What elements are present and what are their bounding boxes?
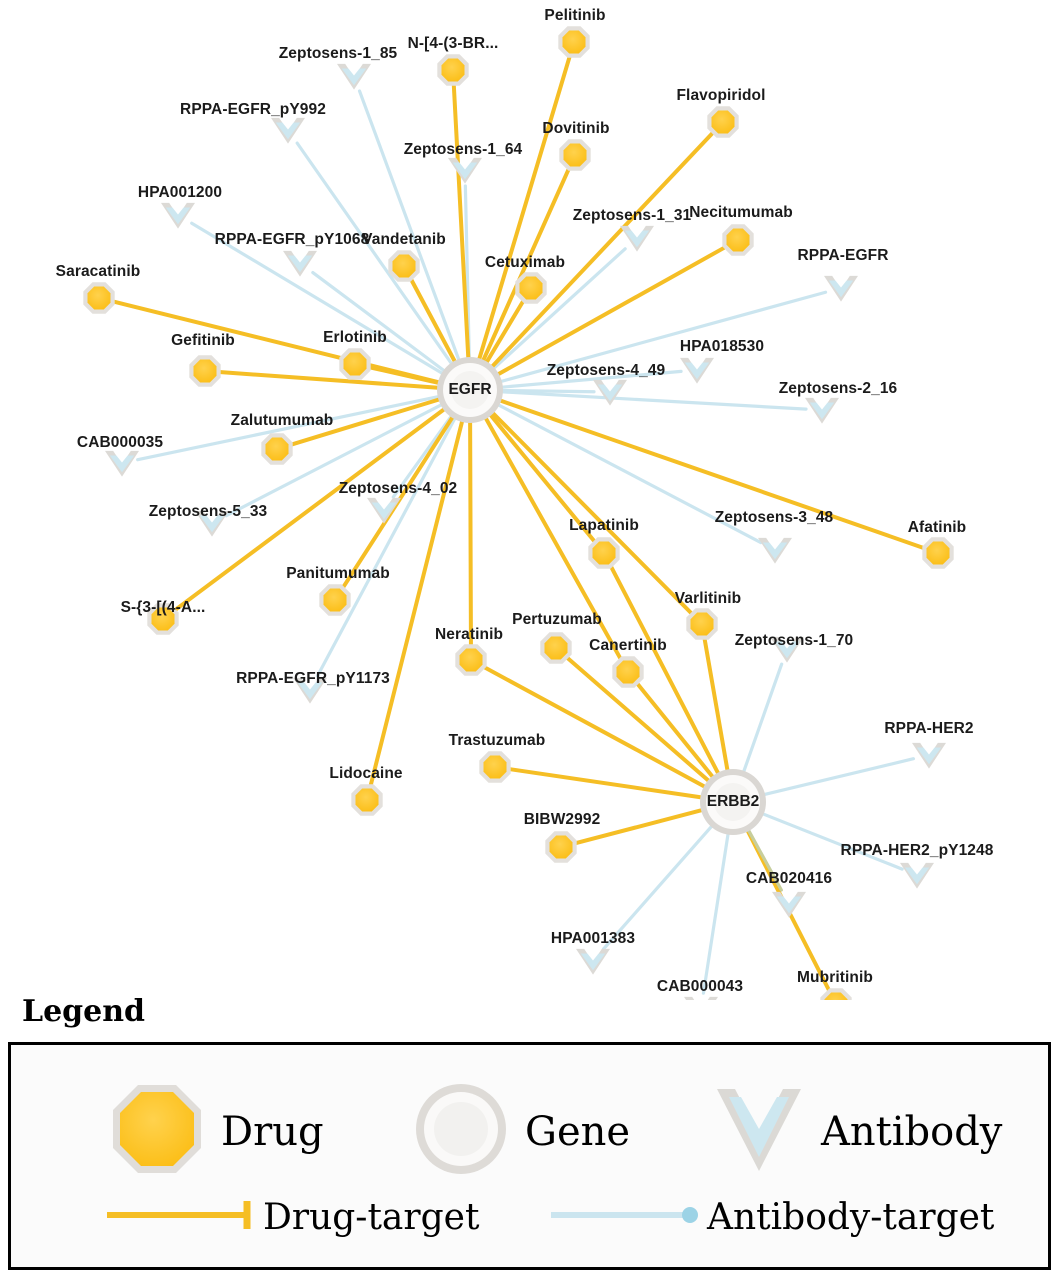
chevron-down-icon — [711, 1079, 807, 1184]
antibody-node[interactable] — [576, 949, 610, 975]
edge — [393, 416, 451, 497]
drug-label: Canertinib — [589, 637, 667, 654]
edge — [371, 368, 439, 383]
drug-label: Trastuzumab — [448, 732, 546, 749]
antibody-label: Zeptosens-1_31 — [572, 207, 692, 224]
antibody-node[interactable] — [195, 511, 229, 537]
legend-item-drug — [107, 1079, 324, 1184]
legend-item-gene — [411, 1079, 630, 1184]
legend-item-antibody-target — [551, 1195, 994, 1240]
antibody-label: HPA001200 — [137, 184, 223, 201]
drug-label: Zalutumumab — [230, 412, 334, 429]
drug-label: Lapatinib — [569, 517, 639, 534]
antibody-node[interactable] — [448, 158, 482, 184]
drug-node[interactable] — [588, 537, 619, 568]
drug-node[interactable] — [612, 656, 643, 687]
gene-label-erbb2: ERBB2 — [706, 793, 760, 810]
antibody-label: HPA001383 — [550, 930, 636, 947]
antibody-label: Zeptosens-4_49 — [546, 362, 666, 379]
drug-node[interactable] — [319, 584, 350, 615]
antibody-node[interactable] — [593, 380, 627, 406]
edge — [744, 664, 782, 772]
drug-target-edge-icon — [107, 1195, 257, 1240]
edge — [493, 413, 691, 613]
antibody-node[interactable] — [900, 863, 934, 889]
antibody-label: Zeptosens-3_48 — [714, 509, 834, 526]
edge — [764, 759, 913, 795]
antibody-label: Zeptosens-1_64 — [403, 141, 523, 158]
drug-label: Afatinib — [907, 519, 967, 536]
legend-node-row — [11, 1071, 1048, 1181]
drug-node[interactable] — [922, 537, 953, 568]
legend-box — [8, 1042, 1051, 1270]
drug-label: Panitumumab — [286, 565, 390, 582]
drug-label: Pelitinib — [544, 7, 606, 24]
legend-label-drug: Drug — [221, 1108, 324, 1155]
drug-node[interactable] — [455, 644, 486, 675]
antibody-node[interactable] — [684, 997, 718, 1000]
drug-node[interactable] — [147, 603, 178, 634]
edge — [226, 405, 441, 516]
drug-label: N-[4-(3-BR... — [407, 35, 499, 52]
drug-label: Mubritinib — [797, 969, 873, 986]
antibody-label: Zeptosens-1_85 — [278, 45, 398, 62]
octagon-icon — [107, 1079, 207, 1184]
edge — [576, 810, 702, 843]
antibody-node[interactable] — [161, 203, 195, 229]
antibody-node[interactable] — [337, 64, 371, 90]
antibody-node[interactable] — [105, 451, 139, 477]
drug-label: BIBW2992 — [523, 811, 601, 828]
edge — [470, 422, 471, 644]
antibody-node[interactable] — [912, 743, 946, 769]
legend-edge-row — [11, 1195, 1048, 1265]
antibody-node[interactable] — [367, 498, 401, 524]
antibody-node[interactable] — [805, 398, 839, 424]
drug-node[interactable] — [189, 355, 220, 386]
edge — [703, 834, 728, 994]
edge — [502, 392, 806, 409]
edge — [604, 826, 712, 949]
antibody-label: CAB020416 — [745, 870, 833, 887]
drug-node[interactable] — [351, 784, 382, 815]
antibody-label: CAB000035 — [76, 434, 164, 451]
antibody-label: RPPA-EGFR_pY992 — [180, 101, 326, 118]
legend-label-antibody-target: Antibody-target — [707, 1197, 995, 1238]
antibody-label: Zeptosens-4_02 — [338, 480, 458, 497]
drug-node[interactable] — [558, 26, 589, 57]
drug-node[interactable] — [437, 54, 468, 85]
drug-node[interactable] — [339, 348, 370, 379]
antibody-label: Zeptosens-2_16 — [778, 380, 898, 397]
antibody-label: Zeptosens-5_33 — [148, 503, 268, 520]
antibody-node[interactable] — [293, 678, 327, 704]
drug-label: Neratinib — [434, 626, 504, 643]
drug-label: Flavopiridol — [676, 87, 766, 104]
drug-label: Cetuximab — [484, 254, 566, 271]
antibody-target-edge-icon — [551, 1195, 701, 1240]
edge — [479, 57, 569, 359]
drug-label: Lidocaine — [329, 765, 403, 782]
legend-item-antibody — [711, 1079, 1002, 1184]
edge — [494, 249, 626, 369]
edge-layer — [115, 57, 923, 993]
edge — [748, 830, 781, 890]
drug-label: Necitumumab — [689, 204, 793, 221]
antibody-node[interactable] — [824, 276, 858, 302]
drug-label: Vandetanib — [362, 231, 446, 248]
antibody-label: RPPA-EGFR_pY1068 — [214, 231, 370, 248]
legend-label-drug-target: Drug-target — [263, 1197, 480, 1238]
drug-node[interactable] — [559, 139, 590, 170]
antibody-label: HPA018530 — [679, 338, 765, 355]
edge — [498, 248, 724, 375]
drug-label: Gefitinib — [171, 332, 235, 349]
drug-node[interactable] — [388, 250, 419, 281]
drug-node[interactable] — [686, 608, 717, 639]
drug-node[interactable] — [820, 988, 851, 1000]
drug-label: Erlotinib — [323, 329, 387, 346]
gene-label-egfr: EGFR — [448, 381, 492, 398]
edge — [511, 769, 702, 797]
edge — [500, 401, 923, 548]
drug-label: Saracatinib — [55, 263, 141, 280]
legend-title: Legend — [22, 994, 146, 1029]
antibody-node[interactable] — [770, 637, 804, 663]
edge — [763, 814, 902, 869]
antibody-label: RPPA-EGFR — [797, 247, 889, 264]
drug-label: Varlitinib — [674, 590, 742, 607]
drug-node[interactable] — [479, 751, 510, 782]
drug-node[interactable] — [261, 433, 292, 464]
circle-icon — [411, 1079, 511, 1184]
antibody-label: Zeptosens-1_70 — [734, 632, 854, 649]
antibody-label: RPPA-HER2 — [884, 720, 974, 737]
antibody-node[interactable] — [680, 358, 714, 384]
drug-node[interactable] — [83, 282, 114, 313]
edge — [297, 143, 451, 364]
antibody-node[interactable] — [772, 892, 806, 918]
antibody-label: RPPA-HER2_pY1248 — [840, 842, 994, 859]
legend-label-antibody: Antibody — [821, 1108, 1003, 1155]
drug-node[interactable] — [722, 224, 753, 255]
drug-node[interactable] — [515, 272, 546, 303]
drug-label: S-{3-[(4-A... — [120, 599, 206, 616]
antibody-node[interactable] — [758, 538, 792, 564]
antibody-label: CAB000043 — [656, 978, 744, 995]
drug-label: Pertuzumab — [512, 611, 602, 628]
legend-item-drug-target — [107, 1195, 479, 1240]
drug-node[interactable] — [540, 632, 571, 663]
antibody-label: RPPA-EGFR_pY1173 — [236, 670, 390, 687]
legend-label-gene: Gene — [525, 1108, 631, 1155]
drug-node[interactable] — [707, 106, 738, 137]
antibody-node[interactable] — [271, 118, 305, 144]
drug-node[interactable] — [545, 831, 576, 862]
drug-label: Dovitinib — [542, 120, 610, 137]
